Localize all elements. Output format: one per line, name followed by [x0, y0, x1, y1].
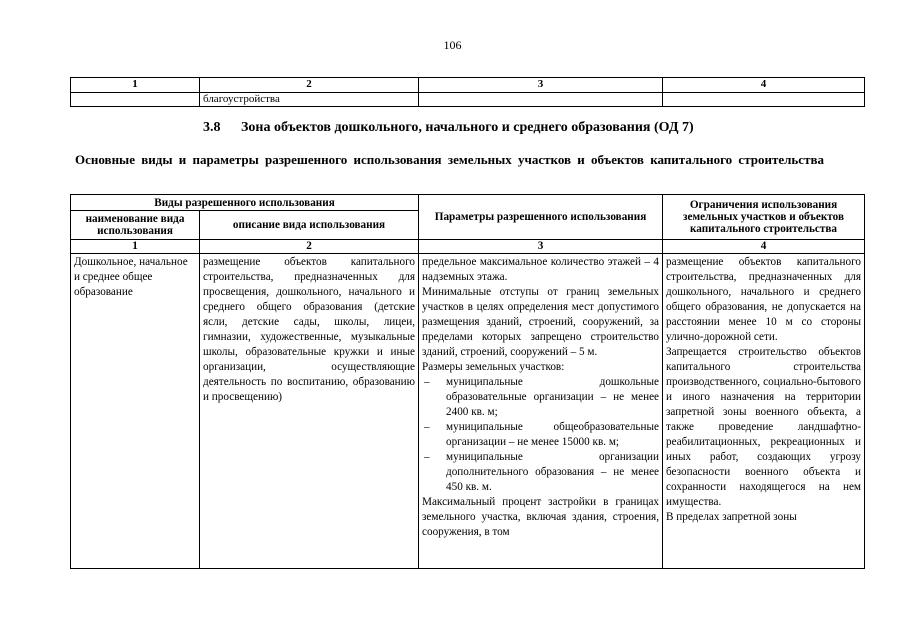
group-header: Виды разрешенного использования [71, 195, 419, 211]
column-number: 1 [71, 78, 200, 93]
parameter-plot-sizes-label: Размеры земельных участков: [422, 361, 565, 373]
usage-description-header: описание вида использования [200, 211, 419, 240]
section-heading [203, 120, 694, 136]
dash-bullet-icon: – [424, 421, 430, 433]
column-number: 2 [200, 240, 419, 254]
list-item: – муниципальные общеобразовательные организации – не менее 15000 кв. м; [424, 421, 660, 448]
page-number: 106 [443, 38, 462, 52]
table-cell [419, 93, 663, 107]
plot-sizes-list [422, 375, 659, 495]
column-numbers-row [71, 240, 865, 254]
subheading: Основные виды и параметры разрешенного использования земельных участков и объектов капитального строительства [75, 152, 824, 167]
parameters-cell [419, 254, 663, 569]
column-number: 4 [663, 240, 865, 254]
list-item: – муниципальные дошкольные образовательные организации – не менее 2400 кв. м; [424, 376, 660, 418]
section-title: Зона объектов дошкольного, начального и среднего образования (ОД 7) [241, 120, 694, 135]
dash-bullet-icon: – [424, 376, 430, 388]
header-row [71, 195, 865, 211]
restrictions-header: Ограничения использования земельных участков и объектов капитального строительства [663, 195, 865, 240]
section-number: 3.8 [203, 120, 221, 135]
restriction-distance: размещение объектов капитального строительства, предназначенных для дошкольного, начального и среднего общего образования, не допускается на расстоянии менее 10 м со стороны улично-дорожной сети. [666, 256, 862, 343]
column-number: 4 [663, 78, 865, 93]
column-number: 3 [419, 240, 663, 254]
restriction-military-zone: Запрещается строительство объектов капитального строительства производственного, социально-бытового и иного назначения на территории запретной зоны военного объекта, а также проведение ландшафтно-реабилитационных, рекреационных и иных работ, создающих угрозу безопасности военного объекта и сохранности находящегося на нем имущества. [666, 346, 862, 508]
usage-description-cell [200, 254, 419, 569]
table-cell [663, 93, 865, 107]
table-row [71, 93, 865, 107]
table-cell: благоустройства [200, 93, 419, 107]
table-row [71, 254, 865, 569]
usage-name-header: наименование вида использования [71, 211, 200, 240]
parameter-building-coverage: Максимальный процент застройки в границах земельного участка, включая здания, строения, сооружения, в том [422, 496, 660, 538]
parameter-setbacks: Минимальные отступы от границ земельных участков в целях определения мест допустимого размещения зданий, строений, сооружений, за пределами которых запрещено строительство зданий, строений, сооружений – 5 м. [422, 286, 660, 358]
restriction-continuation: В пределах запретной зоны [666, 511, 797, 523]
parameters-header: Параметры разрешенного использования [419, 195, 663, 240]
column-number: 2 [200, 78, 419, 93]
parameter-floors: предельное максимальное количество этажей – 4 надземных этажа. [422, 256, 660, 283]
usage-name: Дошкольное, начальное и среднее общее образование [74, 256, 188, 298]
column-number: 1 [71, 240, 200, 254]
usage-table [70, 194, 865, 569]
continuation-header-row [71, 78, 865, 93]
restrictions-cell [663, 254, 865, 569]
table-cell [71, 93, 200, 107]
usage-description: размещение объектов капитального строительства, предназначенных для просвещения, дошкольного, начального и среднего общего образования (детские ясли, детские сады, школы, лицеи, гимназии, художественные, музыкальные школы, образовательные кружки и иные организации, осуществляющие деятельность по воспитанию, образованию и просвещению) [203, 256, 416, 403]
dash-bullet-icon: – [424, 451, 430, 463]
column-number: 3 [419, 78, 663, 93]
continuation-table [70, 77, 865, 107]
list-item: – муниципальные организации дополнительного образования – не менее 450 кв. м. [424, 451, 660, 493]
usage-name-cell [71, 254, 200, 569]
